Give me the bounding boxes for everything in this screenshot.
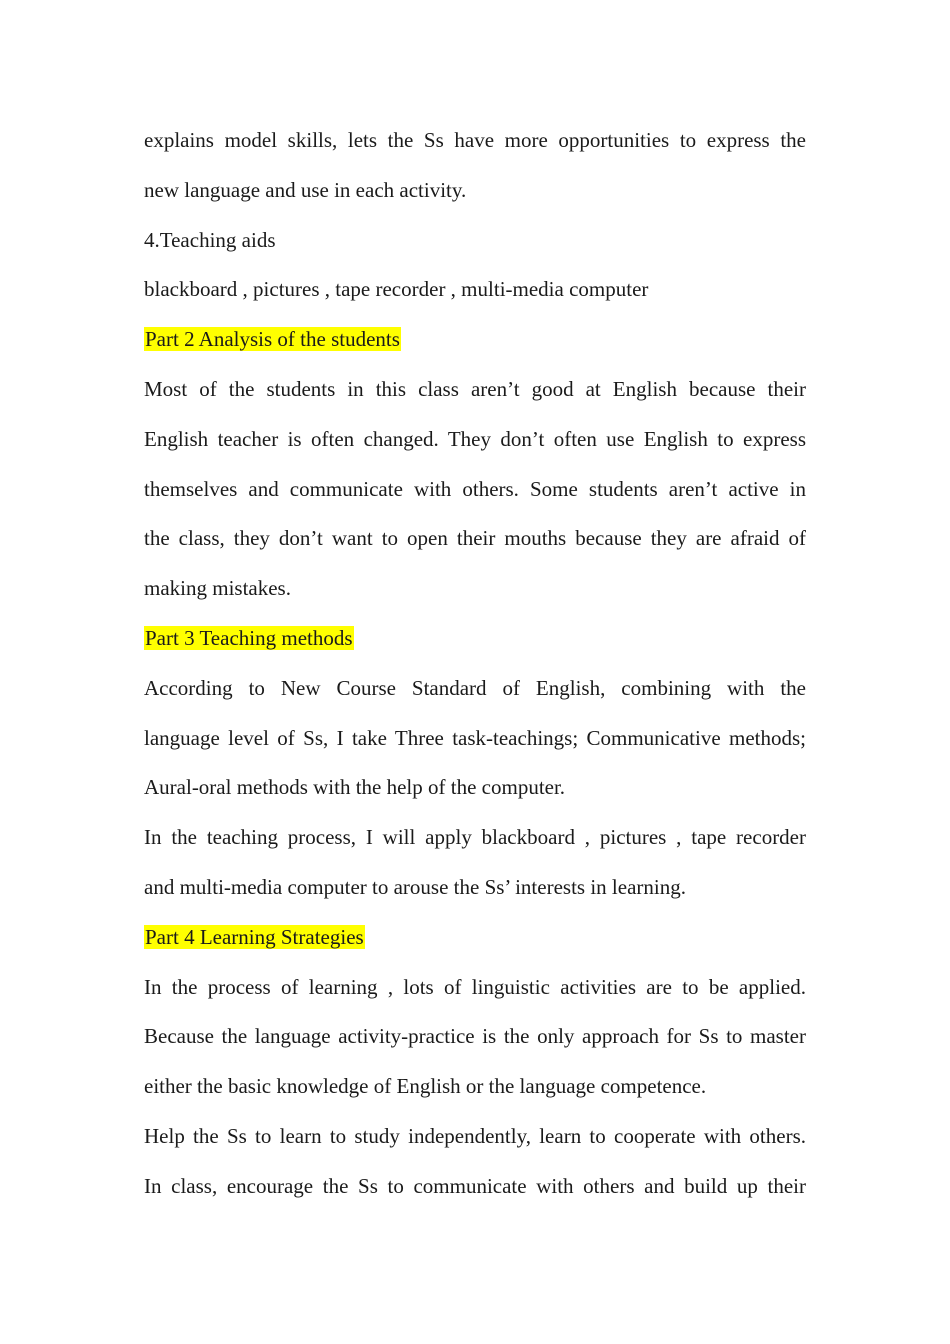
text-line: According to New Course Standard of English, combining with the	[144, 675, 806, 700]
text-line: either the basic knowledge of English or the language competence.	[144, 1074, 707, 1099]
text-line: Help the Ss to learn to study independently, learn to cooperate with others.	[144, 1123, 806, 1148]
text-line: Aural-oral methods with the help of the computer.	[144, 775, 566, 800]
text-line: language level of Ss, I take Three task-teachings; Communicative methods;	[144, 725, 806, 750]
text-line: and multi-media computer to arouse the Ss’ interests in learning.	[144, 874, 686, 899]
text-line: In class, encourage the Ss to communicate with others and build up their	[144, 1173, 806, 1198]
section-heading-part-3	[144, 614, 806, 664]
highlighted-heading: Part 4 Learning Strategies	[145, 924, 364, 949]
highlighted-heading: Part 3 Teaching methods	[145, 625, 353, 650]
text-line: In the teaching process, I will apply blackboard , pictures , tape recorder	[144, 825, 806, 850]
text-line: the class, they don’t want to open their mouths because they are afraid of	[144, 526, 806, 551]
text-line: themselves and communicate with others. Some students aren’t active in	[144, 476, 806, 501]
text-line: blackboard , pictures , tape recorder , multi-media computer	[144, 277, 649, 302]
text-line: Because the language activity-practice is the only approach for Ss to master	[144, 1024, 806, 1049]
text-line: explains model skills, lets the Ss have more opportunities to express the	[144, 128, 806, 152]
section-heading-part-4	[144, 913, 806, 963]
text-line: Most of the students in this class aren’t good at English because their	[144, 376, 806, 401]
text-line: English teacher is often changed. They don’t often use English to express	[144, 426, 806, 451]
document-page	[144, 116, 806, 1212]
section-heading-part-2	[144, 315, 806, 365]
text-line: In the process of learning , lots of linguistic activities are to be applied.	[144, 974, 806, 999]
text-line: new language and use in each activity.	[144, 177, 467, 202]
text-line: making mistakes.	[144, 576, 291, 601]
section-heading: 4.Teaching aids	[144, 227, 276, 252]
highlighted-heading: Part 2 Analysis of the students	[145, 327, 400, 352]
